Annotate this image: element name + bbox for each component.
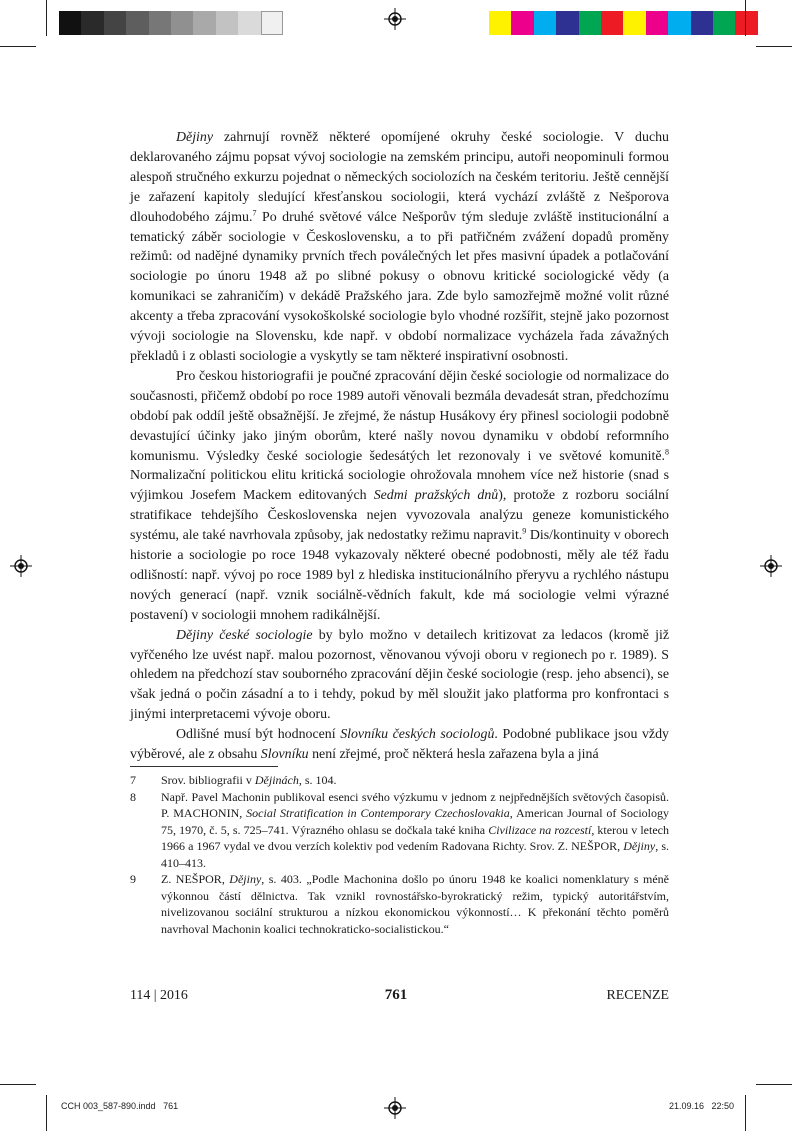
color-swatch (489, 11, 511, 35)
footnote-text (161, 772, 669, 789)
color-swatch (511, 11, 533, 35)
italic-title: Civilizace na rozcestí (488, 822, 592, 837)
color-swatch (104, 11, 126, 35)
registration-mark-icon (384, 8, 406, 30)
footnotes (130, 772, 669, 937)
text-run: , s. 104. (298, 773, 337, 787)
print-timestamp: 21.09.16 22:50 (668, 1101, 734, 1111)
color-swatch (126, 11, 148, 35)
color-swatch (601, 11, 623, 35)
registration-mark-icon (384, 1097, 406, 1119)
italic-title: Dějiny české sociologie (176, 627, 313, 643)
text-run: Srov. bibliografii v (161, 773, 255, 787)
color-swatch (556, 11, 578, 35)
registration-mark-icon (760, 555, 782, 577)
registration-mark-icon (10, 555, 32, 577)
paragraph (130, 626, 669, 726)
color-swatch (579, 11, 601, 35)
color-swatch (171, 11, 193, 35)
color-swatch (534, 11, 556, 35)
text-run: . Podobné publikace jsou vždy výběrové, ale z obsahu (130, 727, 669, 763)
color-swatch (691, 11, 713, 35)
italic-title: Sedmi pražských dnů (373, 488, 499, 504)
file-slug: CCH 003_587-890.indd 761 (61, 1101, 179, 1111)
text-run: , American Journal of Sociology 75, 1970, č. 5, s. 725–741. Výrazného ohlasu se dočkala také kniha (161, 806, 669, 837)
text-run: , kterou v letech 1966 a 1967 vydal ve dvou verzích kolektiv pod vedením Radovana Richty. Srov. Z. NEŠPOR, (161, 822, 669, 853)
text-run: Např. Pavel Machonin publikoval esenci svého výzkumu v jednom z nejpřednějších světových časopisů. P. MACHONIN, (161, 789, 669, 820)
text-run: Dis/kontinuity v oborech historie a sociologie po roce 1948 vykazovaly některé obecné podobnosti, měly ale též řadu odlišností: např. vývoj po roce 1989 byl z hlediska institucionálního přeryvu a rychlého nástupu nových generací (např. vznik sociálně-vědních fakult, kde má sociologie velmi výrazné postavení) v sociologii mnohem radikálnější. (130, 528, 669, 623)
footnote-divider (130, 766, 278, 767)
footnote (130, 871, 669, 937)
crop-mark (756, 1084, 792, 1085)
journal-issue: 114 | 2016 (130, 988, 188, 1003)
text-run: ), protože z rozboru sociální stratifikace tehdejšího Československa nejen vyvozovala analýzu geneze komunistického systému, ale také navrhovala způsoby, jak nedostatky režimu napravit. (130, 488, 669, 544)
footnote-number: 9 (130, 872, 136, 886)
crop-mark (46, 0, 47, 36)
crop-mark (46, 1095, 47, 1131)
color-swatch (238, 11, 260, 35)
text-run: není zřejmé, proč některá hesla zařazena byla a jiná (308, 747, 599, 763)
crop-mark (0, 1084, 36, 1085)
section-name: RECENZE (606, 988, 669, 1003)
color-swatch (735, 11, 757, 35)
crop-mark (745, 1095, 746, 1131)
color-swatch (193, 11, 215, 35)
color-swatch (668, 11, 690, 35)
color-swatch (261, 11, 283, 35)
color-swatch (81, 11, 103, 35)
italic-title: Slovníku (260, 747, 309, 763)
italic-title: Dějiny (176, 130, 214, 145)
footnote-ref[interactable]: 8 (665, 446, 669, 456)
text-run: Odlišné musí být hodnocení (176, 727, 341, 743)
color-swatch (646, 11, 668, 35)
italic-title: Dějiny (229, 872, 262, 886)
crop-mark (756, 46, 792, 47)
text-run: by bylo možno v detailech kritizovat za ledacos (kromě již vyřčeného lze uvést např. malou pozornost, věnovanou vývoji oboru v regionech po r. 1989). S ohledem na předchozí stav souborného zpracování dějin české sociologie (resp. jeho absenci), se však jedná o počin zásadní a to i tehdy, pokud by měl sloužit jako platforma pro konfrontaci s jinými interpretacemi vývoje oboru. (130, 627, 669, 723)
process-color-bar (489, 11, 758, 35)
color-swatch (216, 11, 238, 35)
color-swatch (149, 11, 171, 35)
page-number: 761 (384, 987, 408, 1003)
color-swatch (623, 11, 645, 35)
italic-title: Dějiny (623, 839, 656, 853)
italic-title: Slovníku českých sociologů (340, 727, 495, 743)
paragraph (130, 128, 669, 367)
footnote-text (161, 871, 669, 937)
text-run: Normalizační politickou elitu kritická sociologie ohrožovala mnohem více než historie (snad s výjimkou Josefem Mackem editovaných (130, 468, 669, 504)
text-run: Po druhé světové válce Nešporův tým sleduje zvláště institucionální a tematický záběr sociologie v Československu, a to při patřičném zvážení dopadů proměny režimů: od nadějné dynamiky prvních třech poválečných let přes masivní úpadek a potlačování sociologie po únoru 1948 až po slibné pokusy o obnovu kritické sociologické vědy (a komunikaci se zahraničím) v dekádě Pražského jara. Zde bylo samozřejmě možné volit různé akcenty a třeba zpracování vysokoškolské sociologie bylo vhodné rozšířit, stejně jako pozornost vývoji sociologie na Slovensku, kde např. v období normalizace vycházela řada závažných překladů i z oblasti sociologie a vyskytly se tam některé inspirativní osobnosti. (130, 209, 669, 364)
article-body (130, 128, 669, 765)
color-swatch (59, 11, 81, 35)
paragraph (130, 367, 669, 626)
crop-mark (745, 0, 746, 36)
footnote-ref[interactable]: 7 (252, 208, 257, 217)
grayscale-color-bar (59, 11, 283, 35)
color-swatch (713, 11, 735, 35)
italic-title: Dějinách (254, 773, 299, 787)
text-run: , s. 403. „Podle Machonina došlo po únoru 1948 ke koalici nomenklatury s méně výkonnou částí dělnictva. Tak vznikl rovnostářsko-byrokratický režim, typický autoritářstvím, nivelizovanou sociální strukturou a nízkou ekonomickou výkonností… K překonání těchto poměrů navrhoval Machonin koalici technokraticko-socialistickou.“ (161, 872, 670, 936)
footnote-ref[interactable]: 9 (522, 526, 527, 536)
footnote-text (161, 789, 669, 872)
text-run: , s. 410–413. (161, 839, 669, 870)
italic-title: Social Stratification in Contemporary Czechoslovakia (246, 806, 510, 820)
paragraph (130, 725, 669, 765)
footnote-number: 7 (130, 773, 136, 787)
footnote (130, 789, 669, 872)
footnote-number: 8 (130, 789, 136, 804)
footnote (130, 772, 669, 789)
text-run: zahrnují rovněž některé opomíjené okruhy české sociologie. V duchu deklarovaného zájmu popsat vývoj sociologie na zemském principu, autoři neopominuli formou alespoň stručného exkurzu pojednat o německých sociolozích na českém teritoriu. Ještě cennější je zařazení kapitoly sledující křesťanskou sociologii, která vychází zvláště z Nešporova dlouhodobého zájmu. (130, 130, 669, 225)
crop-mark (0, 46, 36, 47)
text-run: Z. NEŠPOR, (161, 872, 230, 886)
text-run: Pro českou historiografii je poučné zpracování dějin české sociologie od normalizace do současnosti, přičemž období po roce 1989 autoři věnovali bezmála devadesát stran, předchozímu období pak oddíl ještě obsažnější. Je zřejmé, že nástup Husákovy éry přinesl sociologii podobně devastující účinky jako jiným oborům, které našly novou dynamiku v období reformního komunismu. Výsledky české sociologie šedesátých let rezonovaly i ve světové komunitě. (130, 368, 669, 464)
